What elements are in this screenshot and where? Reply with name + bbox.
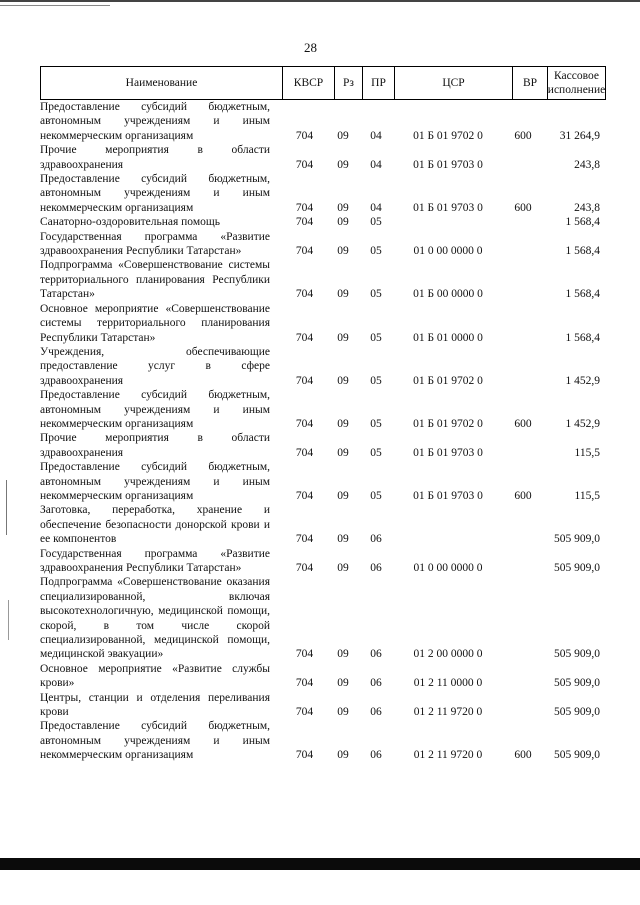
table-row — [40, 575, 604, 661]
header-rz: Рз — [334, 67, 362, 99]
cell-kvsr: 704 — [295, 216, 314, 229]
cell-pr: 05 — [370, 446, 382, 459]
cell-name: Государственная программа «Развитие здравоохранения Республики Татарстан» — [40, 547, 270, 574]
cell-sum: 505 909,0 — [554, 648, 600, 661]
cell-pr: 05 — [370, 489, 382, 502]
table-row — [40, 547, 604, 576]
cell-sum: 31 264,9 — [559, 129, 600, 142]
cell-rz: 09 — [337, 374, 349, 387]
cell-csr: 01 0 00 0000 0 — [413, 245, 483, 258]
header-vr: ВР — [512, 67, 547, 99]
cell-rz: 09 — [337, 749, 349, 762]
cell-csr: 01 Б 01 9703 0 — [413, 158, 483, 171]
cell-kvsr: 704 — [295, 331, 314, 344]
cell-kvsr: 704 — [295, 158, 314, 171]
cell-pr: 06 — [370, 677, 382, 690]
cell-kvsr: 704 — [295, 562, 314, 574]
cell-name: Санаторно-оздоровительная помощь — [40, 216, 220, 229]
cell-kvsr: 704 — [295, 245, 314, 258]
cell-kvsr: 704 — [295, 201, 314, 214]
cell-rz: 09 — [337, 288, 349, 301]
scan-artifact-mark — [8, 600, 9, 640]
cell-vr: 600 — [514, 201, 532, 214]
cell-pr: 06 — [370, 749, 382, 762]
cell-pr: 06 — [370, 533, 382, 546]
cell-sum: 1 452,9 — [565, 374, 600, 387]
table-row — [40, 460, 604, 503]
cell-pr: 05 — [370, 417, 382, 430]
cell-rz: 09 — [337, 216, 349, 229]
cell-sum: 505 909,0 — [554, 749, 600, 762]
cell-name: Предоставление субсидий бюджетным, автономным учреждениям и иным некоммерческим организациям — [40, 461, 270, 502]
cell-csr: 01 Б 01 9702 0 — [413, 417, 483, 430]
header-pr: ПР — [362, 67, 394, 99]
cell-kvsr: 704 — [295, 749, 314, 762]
cell-pr: 05 — [370, 216, 382, 229]
cell-sum: 115,5 — [574, 446, 600, 459]
table-row — [40, 100, 604, 143]
cell-name: Подпрограмма «Совершенствование оказания специализированной, включая высокотехнологичную, медицинской помощи, скорой, в том числе скорой специализированной, медицинской помощи, медицинской эвакуации» — [40, 576, 270, 661]
cell-sum: 1 568,4 — [565, 288, 600, 301]
page-number: 28 — [304, 40, 317, 55]
cell-name: Основное мероприятие «Совершенствование системы территориального планирования Республики Татарстан» — [40, 302, 270, 344]
table-row — [40, 719, 604, 762]
cell-rz: 09 — [337, 446, 349, 459]
cell-name: Предоставление субсидий бюджетным, автономным учреждениям и иным некоммерческим организациям — [40, 389, 270, 430]
cell-csr: 01 2 11 9720 0 — [413, 749, 483, 762]
cell-name: Основное мероприятие «Развитие службы крови» — [40, 662, 270, 690]
table-row — [40, 215, 604, 229]
header-csr: ЦСР — [394, 67, 512, 99]
cell-name: Прочие мероприятия в области здравоохранения — [40, 432, 270, 459]
cell-csr: 01 Б 01 0000 0 — [413, 331, 483, 344]
cell-vr: 600 — [514, 489, 532, 502]
cell-kvsr: 704 — [295, 489, 314, 502]
header-name: Наименование — [125, 77, 198, 89]
cell-vr: 600 — [514, 417, 532, 430]
cell-vr: 600 — [514, 749, 532, 762]
cell-kvsr: 704 — [295, 446, 314, 459]
cell-csr: 01 Б 01 9702 0 — [413, 374, 483, 387]
cell-name: Предоставление субсидий бюджетным, автономным учреждениям и иным некоммерческим организациям — [40, 101, 270, 142]
cell-rz: 09 — [337, 331, 349, 344]
cell-sum: 115,5 — [574, 489, 600, 502]
table-row — [40, 388, 604, 431]
cell-pr: 04 — [370, 129, 382, 142]
cell-vr: 600 — [514, 129, 532, 142]
cell-rz: 09 — [337, 201, 349, 214]
cell-kvsr: 704 — [295, 648, 314, 661]
cell-rz: 09 — [337, 533, 349, 546]
scan-edge-bottom — [0, 858, 640, 870]
cell-kvsr: 704 — [295, 533, 314, 546]
cell-rz: 09 — [337, 562, 349, 574]
cell-name: Предоставление субсидий бюджетным, автономным учреждениям и иным некоммерческим организациям — [40, 173, 270, 214]
cell-sum: 505 909,0 — [554, 706, 600, 719]
cell-pr: 06 — [370, 562, 382, 574]
table-row — [40, 662, 604, 691]
cell-pr: 06 — [370, 706, 382, 719]
cell-csr: 01 Б 00 0000 0 — [413, 288, 483, 301]
cell-pr: 04 — [370, 158, 382, 171]
cell-kvsr: 704 — [295, 288, 314, 301]
cell-pr: 05 — [370, 288, 382, 301]
cell-rz: 09 — [337, 417, 349, 430]
cell-kvsr: 704 — [295, 706, 314, 719]
table-body — [40, 100, 604, 763]
cell-name: Подпрограмма «Совершенствование системы территориального планирования Республики Татарстан» — [40, 259, 270, 301]
table-row — [40, 345, 604, 388]
cell-name: Заготовка, переработка, хранение и обеспечение безопасности донорской крови и ее компонентов — [40, 504, 270, 546]
cell-rz: 09 — [337, 706, 349, 719]
table-row — [40, 258, 604, 301]
table-row — [40, 230, 604, 259]
cell-pr: 04 — [370, 201, 382, 214]
cell-kvsr: 704 — [295, 417, 314, 430]
cell-csr: 01 0 00 0000 0 — [413, 562, 483, 574]
cell-name: Прочие мероприятия в области здравоохранения — [40, 144, 270, 171]
scan-artifact-line — [0, 5, 110, 6]
cell-rz: 09 — [337, 648, 349, 661]
table-header — [40, 66, 606, 100]
table-row — [40, 431, 604, 460]
cell-kvsr: 704 — [295, 374, 314, 387]
cell-name: Предоставление субсидий бюджетным, автономным учреждениям и иным некоммерческим организациям — [40, 720, 270, 762]
cell-name: Центры, станции и отделения переливания крови — [40, 691, 270, 719]
header-sum: Кассовое исполнение — [547, 67, 605, 99]
cell-sum: 243,8 — [574, 201, 600, 214]
cell-sum: 505 909,0 — [554, 562, 600, 574]
cell-rz: 09 — [337, 489, 349, 502]
cell-pr: 05 — [370, 245, 382, 258]
cell-sum: 505 909,0 — [554, 533, 600, 546]
table-row — [40, 691, 604, 720]
cell-csr: 01 2 11 9720 0 — [413, 706, 483, 719]
cell-name: Учреждения, обеспечивающие предоставление услуг в сфере здравоохранения — [40, 345, 270, 387]
cell-pr: 05 — [370, 331, 382, 344]
cell-name: Государственная программа «Развитие здравоохранения Республики Татарстан» — [40, 230, 270, 258]
cell-csr: 01 Б 01 9702 0 — [413, 129, 483, 142]
table-row — [40, 172, 604, 215]
cell-sum: 1 568,4 — [565, 245, 600, 258]
cell-rz: 09 — [337, 245, 349, 258]
cell-sum: 1 568,4 — [565, 216, 600, 229]
cell-rz: 09 — [337, 158, 349, 171]
cell-kvsr: 704 — [295, 677, 314, 690]
cell-csr: 01 Б 01 9703 0 — [413, 489, 483, 502]
cell-rz: 09 — [337, 677, 349, 690]
cell-csr: 01 2 00 0000 0 — [413, 648, 483, 661]
table-row — [40, 302, 604, 345]
scan-edge-top — [0, 0, 640, 2]
cell-sum: 243,8 — [574, 158, 600, 171]
cell-pr: 06 — [370, 648, 382, 661]
cell-csr: 01 Б 01 9703 0 — [413, 201, 483, 214]
cell-csr: 01 Б 01 9703 0 — [413, 446, 483, 459]
scan-artifact-mark — [6, 480, 7, 535]
cell-pr: 05 — [370, 374, 382, 387]
cell-kvsr: 704 — [295, 129, 314, 142]
table-row — [40, 143, 604, 172]
cell-sum: 1 452,9 — [565, 417, 600, 430]
cell-csr: 01 2 11 0000 0 — [413, 677, 483, 690]
header-kvsr: КВСР — [282, 67, 334, 99]
cell-rz: 09 — [337, 129, 349, 142]
table-row — [40, 503, 604, 546]
cell-sum: 505 909,0 — [554, 677, 600, 690]
cell-sum: 1 568,4 — [565, 331, 600, 344]
